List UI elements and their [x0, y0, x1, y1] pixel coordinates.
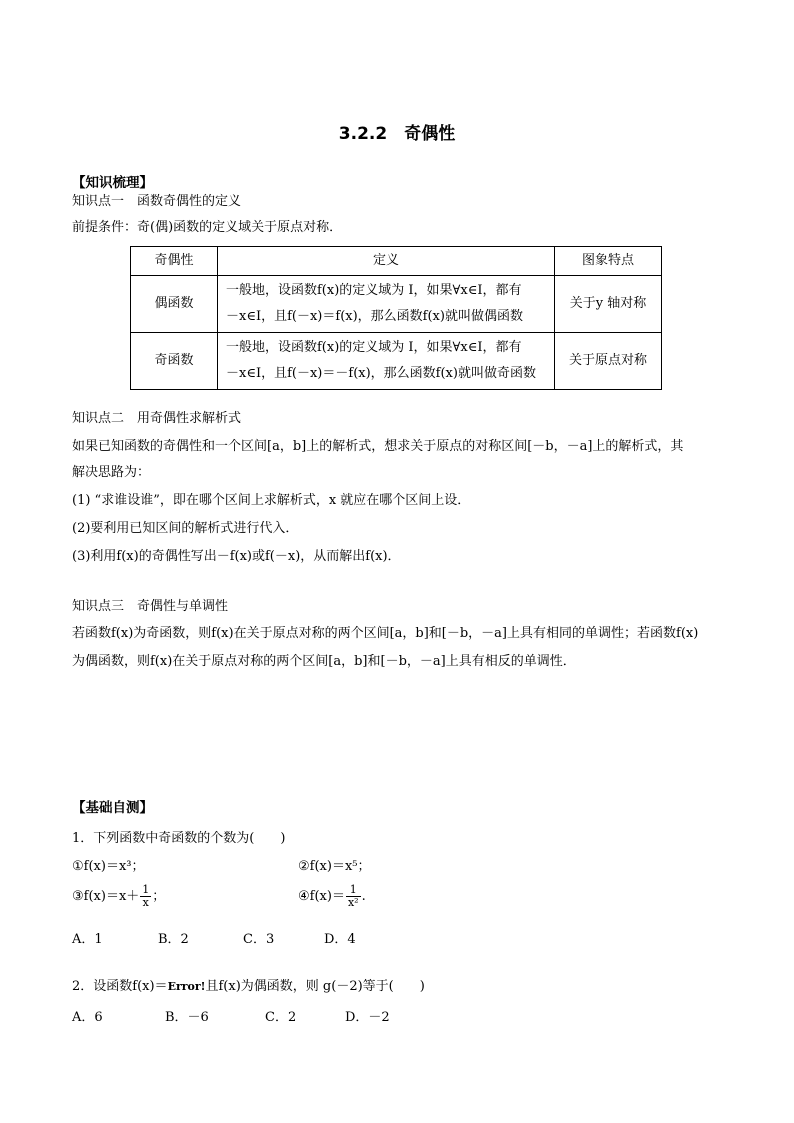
fraction-denominator: x	[142, 896, 149, 909]
row-definition	[218, 333, 555, 390]
point1-premise: 前提条件：奇(偶)函数的定义域关于原点对称．	[72, 220, 343, 235]
q1-item-1: ①f(x)＝x³；	[72, 859, 145, 874]
point2-line2: 解决思路为：	[72, 465, 151, 480]
test-section-header: 【基础自测】	[72, 800, 153, 816]
point2-line1: 如果已知函数的奇偶性和一个区间[a，b]上的解析式，想求关于原点的对称区间[－b，－a]上的解析式，其	[72, 439, 684, 454]
q1-item-3-suffix: ；	[152, 889, 166, 904]
point3-line2: 为偶函数，则f(x)在关于原点对称的两个区间[a，b]和[－b，－a]上具有相反的单调性．	[72, 654, 576, 669]
table-header-cell: 奇偶性	[131, 247, 218, 276]
row-definition	[218, 276, 555, 333]
definition-line: 一般地，设函数f(x)的定义域为 I，如果∀x∈I，都有	[226, 340, 522, 355]
fraction-1-over-x-squared	[346, 884, 361, 909]
q2-stem-suffix: 且f(x)为偶函数，则 g(－2)等于( )	[205, 979, 425, 994]
q1-option-c: C．3	[243, 932, 275, 947]
definition-line: 一般地，设函数f(x)的定义域为 I，如果∀x∈I，都有	[226, 283, 522, 298]
question-2-stem	[72, 978, 425, 996]
q2-option-b: B．－6	[165, 1010, 209, 1025]
table-row	[131, 333, 662, 390]
question-1-stem: 1．下列函数中奇函数的个数为( )	[72, 831, 286, 846]
fraction-numerator: 1	[142, 883, 150, 896]
q2-option-d: D．－2	[345, 1010, 390, 1025]
point1-heading: 知识点一 函数奇偶性的定义	[72, 194, 242, 209]
row-feature: 关于y 轴对称	[555, 276, 662, 333]
q1-item-3-prefix: ③f(x)＝x＋	[72, 889, 140, 904]
page-title: 3.2.2 奇偶性	[338, 124, 456, 144]
q1-item-4-suffix: .	[361, 889, 366, 904]
point2-step1: (1) “求谁设谁”，即在哪个区间上求解析式，x 就应在哪个区间上设．	[72, 493, 471, 508]
point2-heading: 知识点二 用奇偶性求解析式	[72, 411, 242, 426]
point3-line1: 若函数f(x)为奇函数，则f(x)在关于原点对称的两个区间[a，b]和[－b，－a]上具有相同的单调性；若函数f(x)	[72, 626, 699, 641]
q1-item-3	[72, 884, 165, 909]
row-feature: 关于原点对称	[555, 333, 662, 390]
q1-item-4-prefix: ④f(x)＝	[298, 889, 345, 904]
fraction-denominator: x²	[347, 896, 359, 909]
point2-step2: (2)要利用已知区间的解析式进行代入．	[72, 521, 299, 536]
q1-option-d: D．4	[324, 932, 356, 947]
q2-stem-prefix: 2．设函数f(x)＝	[72, 979, 168, 994]
knowledge-section-header: 【知识梳理】	[72, 175, 153, 191]
parity-definition-table	[130, 246, 662, 390]
q1-item-4	[298, 884, 366, 909]
q2-option-c: C．2	[265, 1010, 297, 1025]
point3-heading: 知识点三 奇偶性与单调性	[72, 599, 229, 614]
fraction-1-over-x	[140, 884, 151, 909]
table-header-cell: 定义	[218, 247, 555, 276]
table-header-row	[131, 247, 662, 276]
row-name: 偶函数	[131, 276, 218, 333]
row-name: 奇函数	[131, 333, 218, 390]
definition-line: －x∈I，且f(－x)＝－f(x)，那么函数f(x)就叫做奇函数	[226, 366, 536, 381]
q2-error-placeholder: Error!	[167, 980, 206, 993]
q2-option-a: A．6	[72, 1010, 103, 1025]
table-header-cell: 图象特点	[555, 247, 662, 276]
q1-option-b: B．2	[158, 932, 189, 947]
table-row	[131, 276, 662, 333]
fraction-numerator: 1	[346, 884, 361, 897]
point2-step3: (3)利用f(x)的奇偶性写出－f(x)或f(－x)，从而解出f(x)．	[72, 549, 401, 564]
q1-option-a: A．1	[72, 932, 103, 947]
q1-item-2: ②f(x)＝x⁵；	[298, 859, 371, 874]
definition-line: －x∈I，且f(－x)＝f(x)，那么函数f(x)就叫做偶函数	[226, 309, 523, 324]
